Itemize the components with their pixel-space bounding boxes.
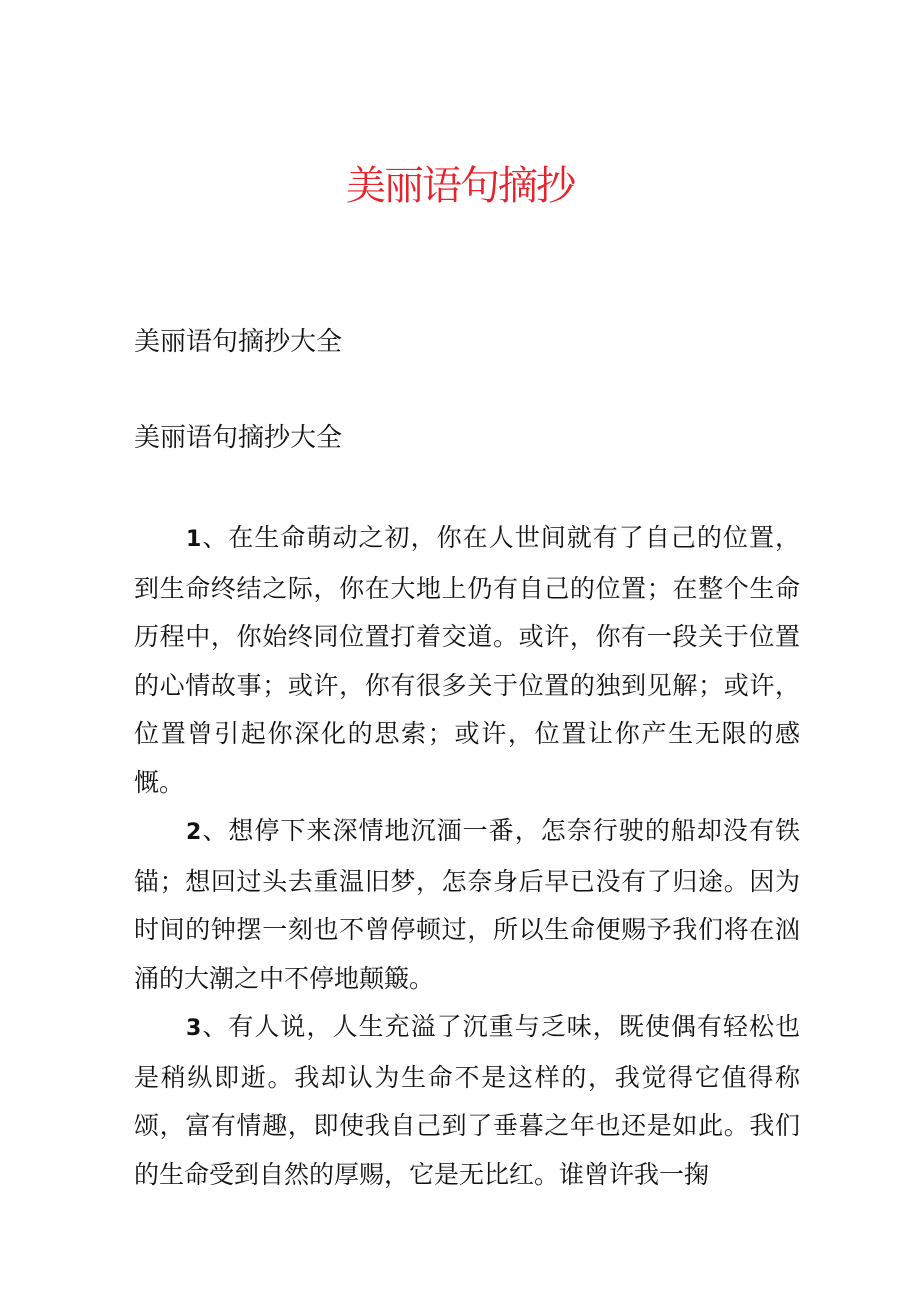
section-heading: 美丽语句摘抄大全 xyxy=(134,327,343,357)
paragraph-number: 3 xyxy=(186,1016,202,1041)
paragraph-text: 、在生命萌动之初，你在人世间就有了自己的位置，到生命终结之际，你在大地上仍有自己的位置；在整个生命历程中，你始终同位置打着交道。或许，你有一段关于位置的心情故事；或许，你有很多关于位置的独到见解；或许，位置曾引起你深化的思索；或许，位置让你产生无限的感慨。 xyxy=(134,523,800,797)
paragraph xyxy=(134,807,800,1003)
body-text xyxy=(134,514,800,1199)
section-heading: 美丽语句摘抄大全 xyxy=(134,423,343,453)
paragraph xyxy=(134,1003,800,1199)
document-title: 美丽语句摘抄 xyxy=(346,163,574,209)
paragraph xyxy=(134,514,800,807)
paragraph-text: 、想停下来深情地沉湎一番，怎奈行驶的船却没有铁锚；想回过头去重温旧梦，怎奈身后早已没有了归途。因为时间的钟摆一刻也不曾停顿过，所以生命便赐予我们将在汹涌的大潮之中不停地颠簸。 xyxy=(134,816,800,993)
paragraph-number: 1 xyxy=(186,527,202,552)
paragraph-text: 、有人说，人生充溢了沉重与乏味，既使偶有轻松也是稍纵即逝。我却认为生命不是这样的，我觉得它值得称颂，富有情趣，即使我自己到了垂暮之年也还是如此。我们的生命受到自然的厚赐，它是无比红。谁曾许我一掬 xyxy=(134,1012,800,1189)
paragraph-number: 2 xyxy=(186,820,202,845)
